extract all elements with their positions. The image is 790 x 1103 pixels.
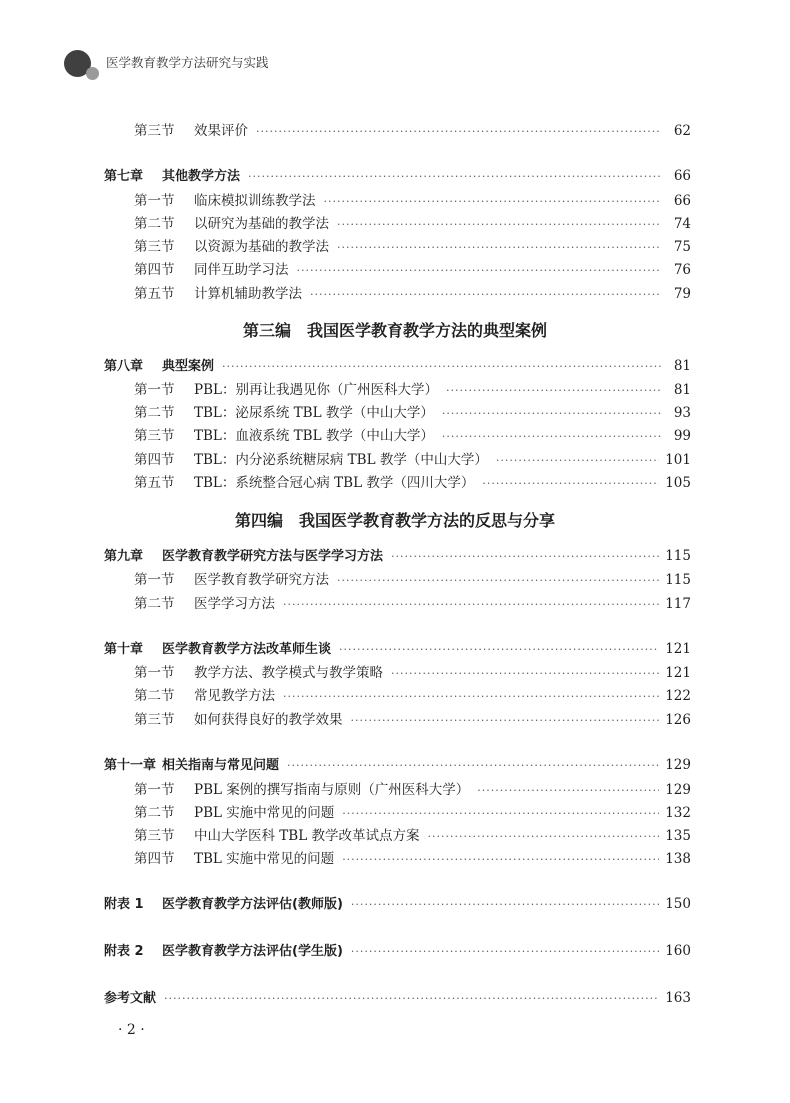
toc-section-entry[interactable] [134, 708, 691, 728]
toc-entry-title [104, 940, 343, 959]
toc-page-number: 99 [673, 428, 691, 444]
toc-entry-title [134, 684, 275, 704]
toc-entry-number: 第十一章 [104, 758, 157, 773]
toc-entry-number: 附表 1 [104, 897, 144, 912]
toc-entry-title [104, 545, 383, 564]
toc-leader-dots [446, 384, 661, 397]
toc-leader-dots [342, 807, 659, 820]
toc-entry-text: 临床模拟训练教学法 [194, 193, 316, 209]
toc-entry-text: 计算机辅助教学法 [194, 286, 302, 302]
toc-entry-text: PBL 实施中常见的问题 [194, 805, 335, 821]
toc-entry-number: 第二节 [134, 805, 175, 821]
toc-entry-text: 其他教学方法 [162, 169, 241, 184]
toc-entry-text: TBL：内分泌系统糖尿病 TBL 教学（中山大学） [194, 452, 488, 468]
part-title: 我国医学教育教学方法的反思与分享 [299, 511, 556, 530]
toc-entry-number: 第五节 [134, 475, 175, 491]
toc-entry-title [134, 258, 289, 278]
toc-leader-dots [256, 125, 661, 138]
toc-page-number: 122 [665, 688, 691, 704]
toc-leader-dots [351, 898, 659, 911]
toc-section-entry[interactable] [134, 592, 691, 612]
toc-entry-number: 第二节 [134, 596, 175, 612]
toc-page-number: 81 [673, 382, 691, 398]
toc-page-number: 74 [673, 216, 691, 232]
toc-page-number: 76 [673, 262, 691, 278]
toc-entry-text: PBL 案例的撰写指南与原则（广州医科大学） [194, 782, 470, 798]
toc-page-number: 81 [673, 358, 691, 374]
toc-leader-dots [310, 288, 661, 301]
toc-section-entry[interactable] [134, 119, 691, 139]
toc-entry-number: 第一节 [134, 193, 175, 209]
toc-entry-number: 第五节 [134, 286, 175, 302]
toc-section-entry[interactable] [134, 235, 691, 255]
toc-leader-dots [222, 360, 661, 373]
toc-chapter-entry[interactable] [104, 355, 691, 375]
toc-leader-dots [337, 574, 659, 587]
toc-page-number: 163 [665, 990, 691, 1006]
toc-entry-number: 第三节 [134, 239, 175, 255]
toc-page-number: 121 [665, 641, 691, 657]
book-title: 医学教育教学方法研究与实践 [106, 55, 269, 70]
toc-entry-number: 第三节 [134, 123, 175, 139]
toc-section-entry[interactable] [134, 778, 691, 798]
toc-leader-dots [337, 218, 661, 231]
toc-entry-title [134, 592, 275, 612]
toc-page-number: 117 [665, 596, 691, 612]
toc-section-entry[interactable] [134, 424, 691, 444]
toc-entry-text: 典型案例 [162, 359, 215, 374]
toc-entry-text: 以研究为基础的教学法 [194, 216, 329, 232]
toc-section-entry[interactable] [134, 471, 691, 491]
toc-entry-number: 第三节 [134, 828, 175, 844]
toc-entry-title [104, 638, 331, 657]
toc-page-number: 135 [665, 828, 691, 844]
toc-chapter-entry[interactable] [104, 940, 691, 960]
toc-page-number: 160 [665, 943, 691, 959]
toc-section-entry[interactable] [134, 801, 691, 821]
part-number: 第三编 [242, 321, 291, 340]
toc-page-number: 75 [673, 239, 691, 255]
toc-leader-dots [248, 170, 661, 183]
part-title: 我国医学教育教学方法的典型案例 [307, 321, 548, 340]
toc-entry-text: 医学教育教学研究方法 [194, 572, 329, 588]
toc-entry-title [134, 847, 334, 867]
toc-entry-text: 相关指南与常见问题 [162, 758, 280, 773]
toc-entry-text: TBL 实施中常见的问题 [194, 851, 335, 867]
toc-entry-text: 以资源为基础的教学法 [194, 239, 329, 255]
toc-chapter-entry[interactable] [104, 638, 691, 658]
toc-page-number: 66 [673, 168, 691, 184]
toc-part-heading[interactable] [0, 508, 790, 531]
toc-entry-title [134, 661, 383, 681]
toc-entry-text: 医学教育教学方法评估(学生版) [162, 944, 343, 959]
toc-leader-dots [442, 430, 661, 443]
toc-chapter-entry[interactable] [104, 754, 691, 774]
toc-entry-title [134, 424, 434, 444]
toc-entry-title [134, 448, 488, 468]
toc-section-entry[interactable] [134, 824, 691, 844]
toc-leader-dots [283, 598, 659, 611]
toc-chapter-entry[interactable] [104, 987, 691, 1007]
toc-entry-text: 医学学习方法 [194, 596, 275, 612]
toc-leader-dots [342, 853, 659, 866]
toc-entry-number: 第九章 [104, 549, 144, 564]
toc-entry-title [104, 355, 214, 374]
part-number: 第四编 [234, 511, 283, 530]
toc-section-entry[interactable] [134, 847, 691, 867]
toc-entry-title [134, 212, 329, 232]
toc-entry-text: 医学教育教学研究方法与医学学习方法 [162, 549, 384, 564]
toc-entry-number: 第一节 [134, 665, 175, 681]
toc-section-entry[interactable] [134, 212, 691, 232]
toc-leader-dots [442, 407, 661, 420]
toc-entry-text: 如何获得良好的教学效果 [194, 712, 343, 728]
toc-section-entry[interactable] [134, 568, 691, 588]
toc-entry-number: 第二节 [134, 216, 175, 232]
toc-entry-number: 第二节 [134, 688, 175, 704]
toc-page-number: 66 [673, 193, 691, 209]
toc-entry-number: 第四节 [134, 851, 175, 867]
toc-entry-number: 第七章 [104, 169, 144, 184]
toc-leader-dots [477, 784, 659, 797]
toc-entry-text: PBL：别再让我遇见你（广州医科大学） [194, 382, 438, 398]
toc-leader-dots [391, 550, 659, 563]
toc-page-number: 121 [665, 665, 691, 681]
toc-leader-dots [427, 830, 659, 843]
toc-entry-title [134, 824, 419, 844]
toc-leader-dots [351, 945, 659, 958]
toc-entry-text: 参考文献 [104, 991, 157, 1006]
toc-section-entry[interactable] [134, 401, 691, 421]
toc-entry-number: 第一节 [134, 782, 175, 798]
toc-entry-title [134, 708, 343, 728]
toc-page-number: 138 [665, 851, 691, 867]
toc-page-number: 132 [665, 805, 691, 821]
toc-entry-title [134, 801, 334, 821]
toc-entry-text: 教学方法、教学模式与教学策略 [194, 665, 383, 681]
toc-chapter-entry[interactable] [104, 893, 691, 913]
toc-entry-text: 医学教育教学方法评估(教师版) [162, 897, 343, 912]
toc-entry-title [134, 282, 302, 302]
toc-leader-dots [297, 264, 662, 277]
toc-entry-text: TBL：系统整合冠心病 TBL 教学（四川大学） [194, 475, 475, 491]
toc-chapter-entry[interactable] [104, 165, 691, 185]
toc-entry-title [134, 189, 316, 209]
toc-section-entry[interactable] [134, 684, 691, 704]
toc-entry-number: 第四节 [134, 262, 175, 278]
toc-entry-title [104, 987, 156, 1006]
toc-entry-title [134, 778, 469, 798]
toc-entry-text: 中山大学医科 TBL 教学改革试点方案 [194, 828, 420, 844]
toc-section-entry[interactable] [134, 378, 691, 398]
toc-entry-number: 第十章 [104, 642, 144, 657]
toc-entry-text: 常见教学方法 [194, 688, 275, 704]
toc-entry-number: 第三节 [134, 428, 175, 444]
toc-section-entry[interactable] [134, 282, 691, 302]
toc-entry-text: TBL：血液系统 TBL 教学（中山大学） [194, 428, 434, 444]
toc-entry-title [104, 165, 240, 184]
toc-page-number: 101 [665, 452, 691, 468]
toc-page-number: 62 [673, 123, 691, 139]
toc-page-number: 115 [665, 572, 691, 588]
toc-entry-title [104, 893, 343, 912]
toc-entry-number: 第四节 [134, 452, 175, 468]
toc-entry-title [134, 235, 329, 255]
toc-leader-dots [391, 667, 659, 680]
toc-leader-dots [164, 992, 659, 1005]
toc-entry-title [134, 471, 474, 491]
toc-entry-number: 第一节 [134, 382, 175, 398]
toc-page-number: 126 [665, 712, 691, 728]
toc-page-number: 129 [665, 757, 691, 773]
toc-leader-dots [339, 643, 659, 656]
toc-entry-text: 效果评价 [194, 123, 248, 139]
toc-section-entry[interactable] [134, 661, 691, 681]
toc-leader-dots [283, 690, 659, 703]
toc-entry-number: 附表 2 [104, 944, 144, 959]
toc-entry-title [134, 401, 434, 421]
toc-page-number: 129 [665, 782, 691, 798]
toc-section-entry[interactable] [134, 189, 691, 209]
toc-entry-number: 第八章 [104, 359, 144, 374]
toc-entry-number: 第一节 [134, 572, 175, 588]
toc-page-number: 150 [665, 896, 691, 912]
toc-page-number: 105 [665, 475, 691, 491]
toc-chapter-entry[interactable] [104, 545, 691, 565]
toc-entry-number: 第二节 [134, 405, 175, 421]
toc-page-number: 79 [673, 286, 691, 302]
toc-section-entry[interactable] [134, 448, 691, 468]
toc-part-heading[interactable] [0, 318, 790, 341]
toc-leader-dots [337, 241, 661, 254]
toc-entry-title [134, 119, 248, 139]
toc-entry-number: 第三节 [134, 712, 175, 728]
toc-entry-text: TBL：泌尿系统 TBL 教学（中山大学） [194, 405, 434, 421]
toc-entry-title [104, 754, 279, 773]
toc-leader-dots [482, 477, 659, 490]
toc-section-entry[interactable] [134, 258, 691, 278]
toc-page-number: 115 [665, 548, 691, 564]
toc-entry-title [134, 378, 438, 398]
toc-leader-dots [496, 454, 659, 467]
toc-page-number: 93 [673, 405, 691, 421]
page-number: · 2 · [118, 1022, 145, 1038]
toc-leader-dots [351, 714, 660, 727]
toc-entry-text: 医学教育教学方法改革师生谈 [162, 642, 332, 657]
toc-leader-dots [324, 195, 662, 208]
toc-leader-dots [287, 759, 659, 772]
toc-entry-text: 同伴互助学习法 [194, 262, 289, 278]
toc-entry-title [134, 568, 329, 588]
